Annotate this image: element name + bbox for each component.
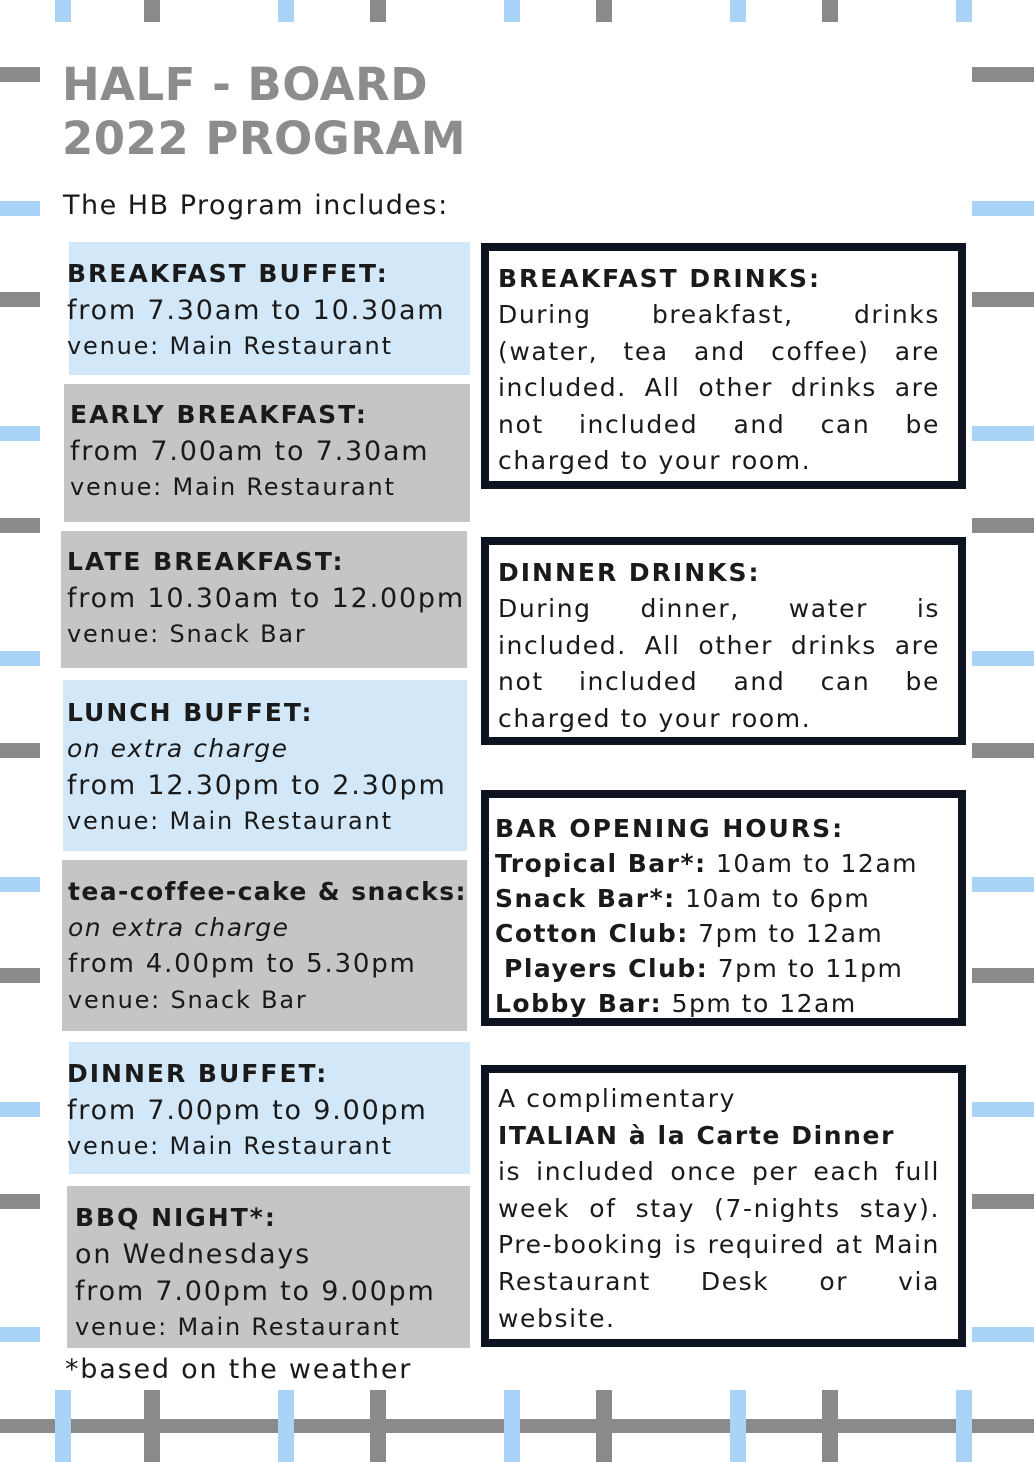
meal-note: on extra charge — [68, 913, 290, 942]
title-line-1: HALF - BOARD — [62, 58, 429, 111]
bar-hours: 7pm to 12am — [698, 919, 884, 948]
meal-heading: tea-coffee-cake & snacks: — [68, 877, 467, 906]
bar-name: Cotton Club: — [495, 919, 689, 948]
dinner-drinks-text: During dinner, water is included. All other drinks are not included and can be charged to your room. — [498, 594, 940, 733]
bar-name: Lobby Bar: — [495, 989, 663, 1018]
italian-dinner-box — [481, 1065, 966, 1347]
meal-venue: venue: Main Restaurant — [75, 1313, 401, 1341]
bar-hours: 10am to 6pm — [685, 884, 871, 913]
breakfast-drinks-text: During breakfast, drinks (water, tea and coffee) are included. All other drinks are not included and can be charged to your room. — [498, 300, 940, 476]
breakfast-drinks-box — [481, 243, 966, 489]
bar-name: Tropical Bar*: — [495, 849, 707, 878]
bar-row — [495, 846, 948, 881]
meal-venue: venue: Snack Bar — [68, 986, 308, 1014]
meal-note: on extra charge — [67, 734, 289, 763]
meal-time: from 10.30am to 12.00pm — [67, 583, 465, 614]
meal-heading: DINNER BUFFET: — [67, 1059, 329, 1088]
bar-row — [495, 881, 948, 916]
dinner-drinks-box — [481, 537, 966, 745]
italian-intro: A complimentary — [498, 1084, 736, 1113]
intro-text: The HB Program includes: — [63, 190, 449, 221]
italian-text: is included once per each full week of stay (7-nights stay). Pre-booking is required at Main Restaurant Desk or via website. — [498, 1157, 940, 1333]
early-breakfast-box — [64, 384, 470, 522]
meal-heading: EARLY BREAKFAST: — [70, 400, 368, 429]
italian-heading: ITALIAN à la Carte Dinner — [498, 1120, 896, 1150]
meal-venue: venue: Snack Bar — [67, 620, 307, 648]
meal-time: from 7.00am to 7.30am — [70, 436, 430, 467]
breakfast-drinks-heading: BREAKFAST DRINKS: — [498, 264, 822, 293]
bar-row — [495, 986, 948, 1021]
bar-name: Snack Bar*: — [495, 884, 676, 913]
bar-hours: 5pm to 12am — [671, 989, 857, 1018]
bar-hours-heading: BAR OPENING HOURS: — [495, 814, 845, 843]
meal-time: from 12.30pm to 2.30pm — [67, 770, 447, 801]
meal-venue: venue: Main Restaurant — [67, 1132, 393, 1160]
meal-heading: BBQ NIGHT*: — [75, 1203, 277, 1232]
meal-venue: venue: Main Restaurant — [70, 473, 396, 501]
meal-time: from 7.30am to 10.30am — [67, 295, 446, 326]
meal-heading: LUNCH BUFFET: — [67, 698, 314, 727]
bbq-night-box — [67, 1186, 470, 1348]
bar-hours: 10am to 12am — [716, 849, 918, 878]
footnote: *based on the weather — [65, 1354, 413, 1385]
late-breakfast-box — [61, 531, 467, 668]
breakfast-buffet-box — [69, 242, 470, 375]
meal-heading: LATE BREAKFAST: — [67, 547, 345, 576]
title-line-2: 2022 PROGRAM — [62, 112, 466, 165]
lunch-buffet-box — [63, 680, 467, 851]
dinner-drinks-heading: DINNER DRINKS: — [498, 558, 761, 587]
meal-time: from 7.00pm to 9.00pm — [67, 1095, 428, 1126]
bar-hours-box — [481, 790, 966, 1026]
bar-name: Players Club: — [504, 954, 709, 983]
bar-hours: 7pm to 11pm — [717, 954, 904, 983]
page-title — [62, 58, 466, 166]
dinner-buffet-box — [69, 1042, 470, 1174]
meal-venue: venue: Main Restaurant — [67, 807, 393, 835]
bar-row — [495, 951, 948, 986]
meal-venue: venue: Main Restaurant — [67, 332, 393, 360]
meal-time: from 7.00pm to 9.00pm — [75, 1276, 436, 1307]
snacks-box — [62, 860, 467, 1031]
meal-heading: BREAKFAST BUFFET: — [67, 259, 389, 288]
meal-time: from 4.00pm to 5.30pm — [68, 949, 417, 979]
bar-row — [495, 916, 948, 951]
meal-note: on Wednesdays — [75, 1239, 311, 1270]
